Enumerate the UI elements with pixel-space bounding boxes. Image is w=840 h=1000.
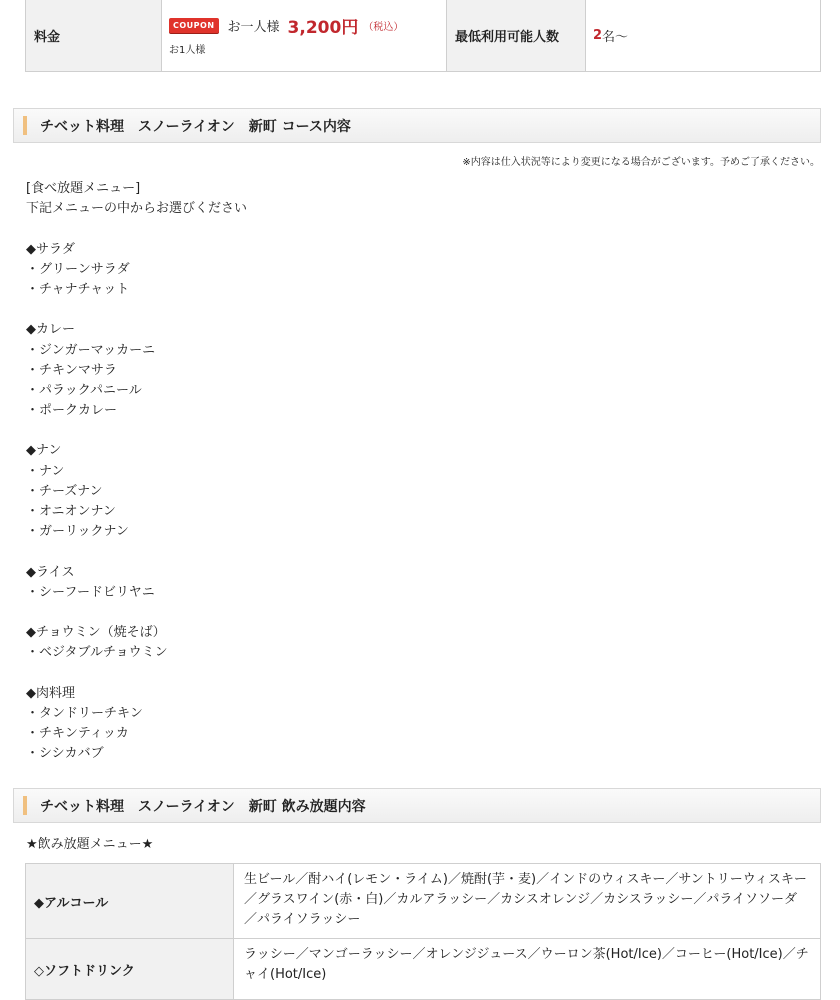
course-section-header: [13, 108, 821, 143]
menu-item: ・チキンマサラ: [26, 362, 117, 378]
menu-intro-line: 下記メニューの中からお選びください: [26, 201, 248, 217]
drink-table: [25, 863, 821, 1000]
min-people-unit: 名〜: [602, 30, 629, 45]
fee-label: 料金: [26, 0, 162, 71]
drink-section-header: [13, 788, 821, 823]
course-section-title: チベット料理 スノーライオン 新町 コース内容: [40, 118, 351, 135]
menu-category: ◆ライス: [26, 564, 75, 580]
menu-item: ・チキンティッカ: [26, 726, 129, 742]
menu-item: ・チャナチャット: [26, 281, 130, 297]
menu-item: ・ポークカレー: [26, 403, 118, 419]
min-people-label: 最低利用可能人数: [447, 0, 586, 71]
coupon-badge: COUPON: [169, 18, 219, 33]
drink-section-title: チベット料理 スノーライオン 新町 飲み放題内容: [40, 798, 366, 815]
menu-item: ・ナン: [26, 463, 65, 479]
drink-menu-caption: ★飲み放題メニュー★: [26, 837, 154, 852]
drink-items-soft-drink: ラッシー／マンゴーラッシー／オレンジジュース／ウーロン茶(Hot/Ice)／コーヒー(Hot/Ice)／チャイ(Hot/Ice): [244, 947, 809, 982]
menu-item: ・ジンガーマッカーニ: [26, 342, 156, 358]
coupon-price-line: [169, 15, 404, 38]
section-accent-bar: [23, 116, 27, 135]
drink-category-soft-drink: ◇ソフトドリンク: [26, 939, 234, 999]
menu-item: ・チーズナン: [26, 483, 103, 499]
drink-category-alcohol: ◆アルコール: [26, 864, 234, 938]
tax-label: （税込）: [363, 21, 404, 33]
course-menu-body: [26, 179, 806, 764]
menu-item: ・グリーンサラダ: [26, 261, 130, 277]
menu-item: ・パラックパニール: [26, 382, 142, 398]
menu-item: ・オニオンナン: [26, 504, 116, 519]
menu-category: ◆カレー: [26, 322, 75, 338]
menu-category: ◆サラダ: [26, 241, 75, 257]
menu-category: ◆チョウミン（焼そば）: [26, 625, 166, 641]
menu-item: ・ベジタブルチョウミン: [26, 645, 168, 661]
drink-row-soft-drink: [26, 939, 820, 999]
menu-item: ・ガーリックナン: [26, 524, 129, 540]
price-table: [25, 0, 821, 72]
menu-item: ・シシカバブ: [26, 746, 104, 762]
min-people-value: [586, 0, 820, 71]
menu-category: ◆肉料理: [26, 685, 75, 701]
fee-value-cell: [162, 0, 447, 71]
menu-item: ・シーフードビリヤニ: [26, 584, 155, 600]
course-price: 3,200円: [287, 17, 359, 38]
drink-items-alcohol: 生ビール／酎ハイ(レモン・ライム)／焼酎(芋・麦)／インドのウィスキー／サントリーウィスキー／グラスワイン(赤・白)／カルアラッシー／カシスオレンジ／カシスラッシー／パライソソーダ／パライソラッシー: [244, 872, 807, 927]
section-accent-bar: [23, 796, 27, 815]
drink-row-alcohol: [26, 864, 820, 939]
per-person-sub-label: お1人様: [169, 45, 206, 56]
availability-note: ※内容は仕入状況等により変更になる場合がございます。予めご了承ください。: [462, 157, 820, 168]
per-person-label: お一人様: [227, 19, 280, 35]
min-people-number: 2: [593, 28, 603, 43]
menu-item: ・タンドリーチキン: [26, 705, 143, 721]
menu-category: ◆ナン: [26, 443, 62, 459]
menu-intro-line: [食べ放題メニュー]: [26, 181, 141, 196]
